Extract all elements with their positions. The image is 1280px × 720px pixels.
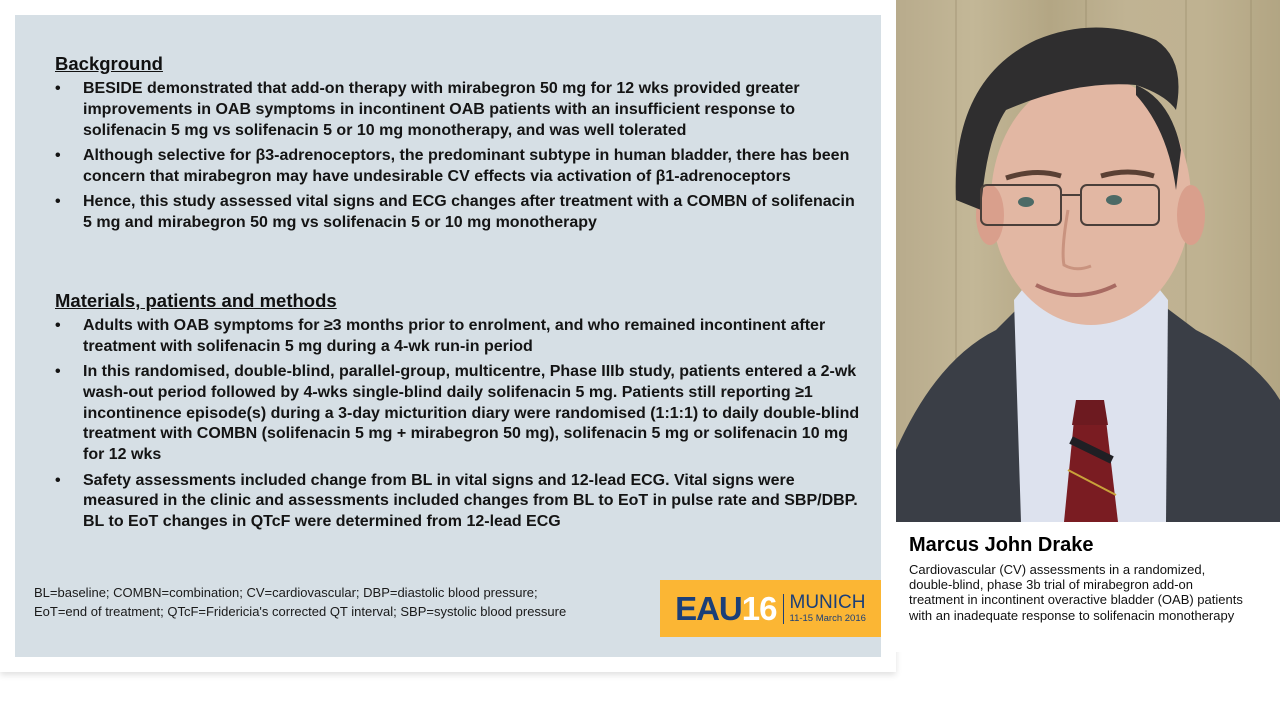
background-bullets bbox=[55, 79, 865, 238]
logo-separator bbox=[783, 594, 784, 624]
speaker-photo bbox=[896, 0, 1280, 522]
logo-number: 16 bbox=[741, 589, 777, 627]
bullet-dot-icon: • bbox=[55, 471, 61, 489]
bullet-item: • Safety assessments included change from BL in vital signs and 12-lead ECG. Vital signs were measured in the clinic and assessments included changes from BL to EoT in pulse rate and SBP/DBP. BL to EoT changes in QTcF were determined from 12-lead ECG bbox=[55, 471, 858, 531]
presentation-slide bbox=[15, 15, 881, 657]
bullet-dot-icon: • bbox=[55, 363, 61, 381]
bullet-dot-icon: • bbox=[55, 80, 61, 97]
footnote-line: BL=baseline; COMBN=combination; CV=cardiovascular; DBP=diastolic blood pressure; bbox=[34, 585, 538, 600]
logo-eau: EAU bbox=[675, 589, 742, 627]
methods-bullets bbox=[55, 316, 865, 537]
footnote-line: EoT=end of treatment; QTcF=Fridericia's corrected QT interval; SBP=systolic blood pressure bbox=[34, 603, 567, 619]
bullet-item: • In this randomised, double-blind, parallel-group, multicentre, Phase IIIb study, patients entered a 2-wk wash-out period followed by 4-wks single-blind daily solifenacin 5 mg. Patients still reporting ≥1 incontinence episode(s) during a 3-day micturition diary were randomised (1:1:1) to daily double-blind treatment with COMBN (solifenacin 5 mg + mirabegron 50 mg), solifenacin 5 mg or solifenacin 10 mg for 12 wks bbox=[55, 363, 860, 464]
methods-heading: Materials, patients and methods bbox=[55, 290, 337, 311]
bullet-item: • Although selective for β3-adrenoceptors, the predominant subtype in human bladder, there has been concern that mirabegron may have undesirable CV effects via activation of β1-adrenoceptors bbox=[55, 146, 850, 185]
speaker-portrait-icon bbox=[896, 0, 1280, 522]
background-heading: Background bbox=[55, 53, 163, 74]
talk-title: Cardiovascular (CV) assessments in a randomized, double-blind, phase 3b trial of mirabegron add-on treatment in incontinent overactive bladder (OAB) patients with an inadequate response to solifenacin monotherapy bbox=[909, 562, 1243, 623]
bullet-item: • Hence, this study assessed vital signs and ECG changes after treatment with a COMBN of solifenacin 5 mg and mirabegron 50 mg vs solifenacin 5 or 10 mg monotherapy bbox=[55, 192, 855, 231]
bullet-dot-icon: • bbox=[55, 317, 61, 334]
eau16-logo bbox=[660, 580, 881, 637]
bullet-item: • Adults with OAB symptoms for ≥3 months prior to enrolment, and who remained incontinent after treatment with solifenacin 5 mg during a 4-wk run-in period bbox=[55, 317, 826, 355]
speaker-info-panel bbox=[896, 522, 1280, 652]
logo-city-block bbox=[790, 593, 866, 624]
bullet-dot-icon: • bbox=[55, 146, 61, 164]
speaker-name: Marcus John Drake bbox=[909, 534, 1094, 556]
bullet-dot-icon: • bbox=[55, 192, 61, 210]
logo-dates: 11-15 March 2016 bbox=[789, 613, 866, 625]
abbreviations-footnote bbox=[34, 584, 674, 621]
bullet-item: • BESIDE demonstrated that add-on therapy with mirabegron 50 mg for 12 wks provided greater improvements in OAB symptoms in incontinent OAB patients with an insufficient response to solifenacin 5 mg vs solifenacin 5 or 10 mg monotherapy, and was well tolerated bbox=[55, 80, 800, 139]
logo-city: MUNICH bbox=[789, 592, 866, 614]
